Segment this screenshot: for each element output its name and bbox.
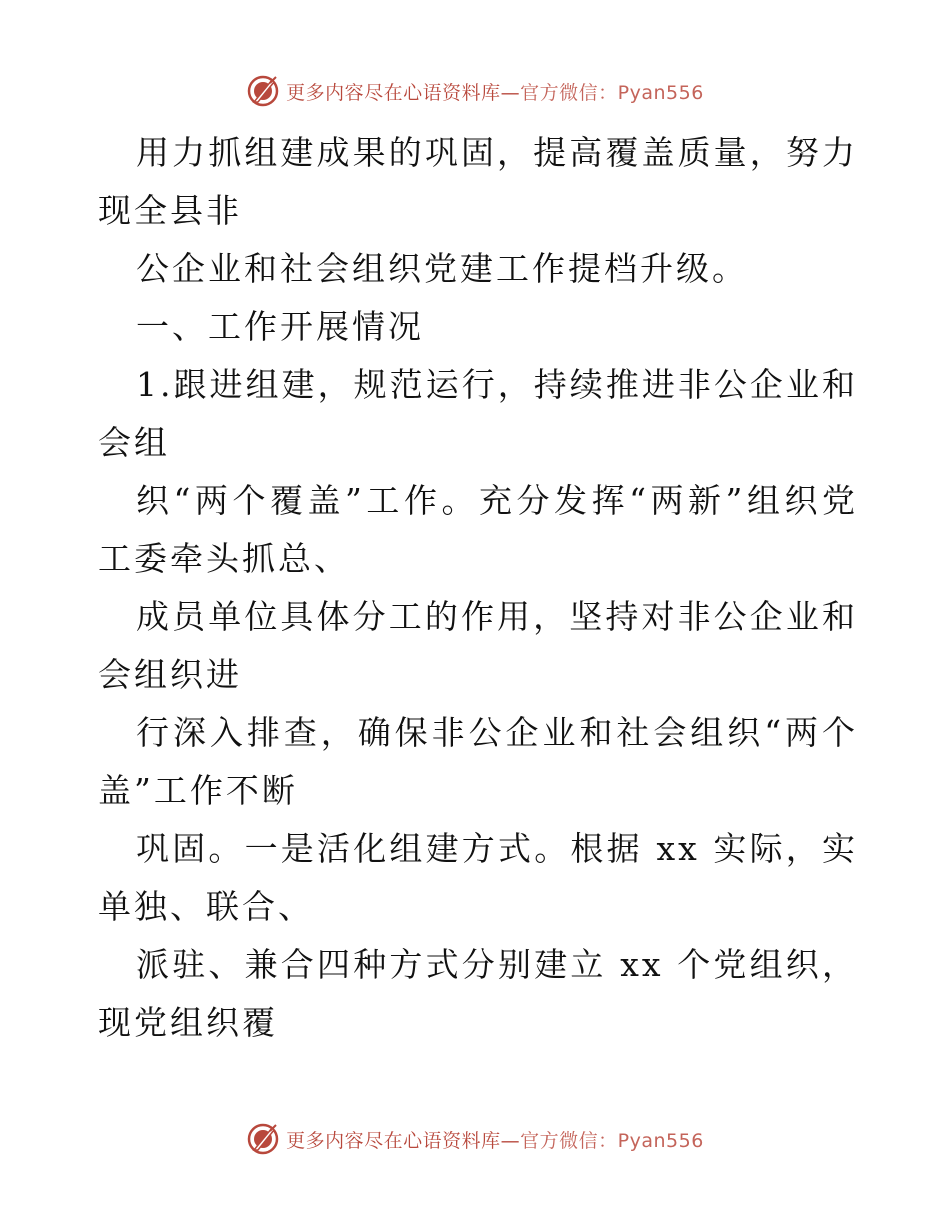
document-body bbox=[98, 124, 858, 1052]
text-line-3: 公企业和社会组织党建工作提档升级。 bbox=[136, 249, 748, 288]
text-line-2: 现全县非 bbox=[98, 191, 242, 230]
header-wechat: 官方微信：Pyan556 bbox=[520, 81, 704, 104]
footer-banner bbox=[0, 1119, 950, 1159]
text-line-8: 工委牵头抓总、 bbox=[98, 539, 350, 578]
footer-wechat: 官方微信：Pyan556 bbox=[520, 1129, 704, 1152]
footer-site-name: 更多内容尽在心语资料库 bbox=[286, 1129, 501, 1152]
text-line-1: 用力抓组建成果的巩固，提高覆盖质量，努力 bbox=[136, 133, 858, 172]
quill-seal-logo-icon bbox=[246, 1122, 280, 1156]
text-line-6: 会组 bbox=[98, 423, 170, 462]
text-line-14: 单独、联合、 bbox=[98, 887, 314, 926]
text-line-5: 1.跟进组建，规范运行，持续推进非公企业和 bbox=[136, 365, 858, 404]
text-line-11: 行深入排查，确保非公企业和社会组织“两个 bbox=[136, 713, 858, 752]
header-site-name: 更多内容尽在心语资料库 bbox=[286, 81, 501, 104]
text-line-13: 巩固。一是活化组建方式。根据 xx 实际，实 bbox=[136, 829, 858, 868]
header-text bbox=[286, 78, 704, 105]
text-line-15: 派驻、兼合四种方式分别建立 xx 个党组织， bbox=[136, 945, 858, 984]
text-line-9: 成员单位具体分工的作用，坚持对非公企业和 bbox=[136, 597, 858, 636]
header-banner bbox=[0, 71, 950, 111]
header-dash: — bbox=[500, 81, 521, 104]
section-heading: 一、工作开展情况 bbox=[136, 307, 424, 346]
footer-text bbox=[286, 1126, 704, 1153]
footer-dash: — bbox=[500, 1129, 521, 1152]
text-line-10: 会组织进 bbox=[98, 655, 242, 694]
quill-seal-logo-icon bbox=[246, 74, 280, 108]
text-line-7: 织“两个覆盖”工作。充分发挥“两新”组织党 bbox=[136, 481, 858, 520]
text-line-12: 盖”工作不断 bbox=[98, 771, 298, 810]
text-line-16: 现党组织覆 bbox=[98, 1003, 278, 1042]
